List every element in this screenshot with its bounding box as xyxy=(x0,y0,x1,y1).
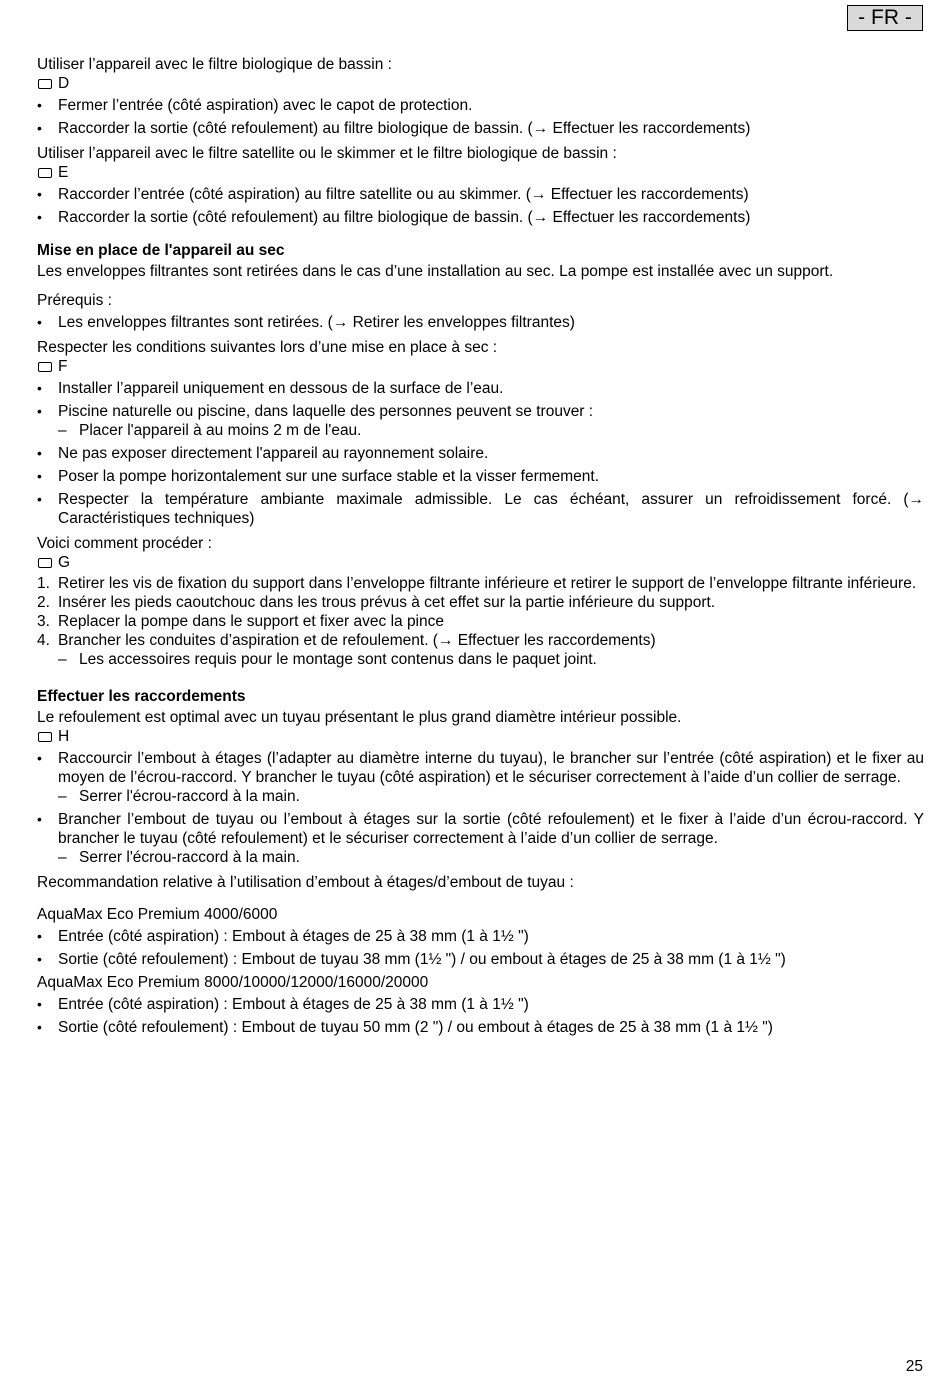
sub-item: – Placer l'appareil à au moins 2 m de l'eau. xyxy=(58,421,924,440)
step-text: Replacer la pompe dans le support et fixer avec la pince xyxy=(58,613,444,630)
model1-title: AquaMax Eco Premium 4000/6000 xyxy=(37,906,278,923)
section-heading-connections: Effectuer les raccordements xyxy=(37,688,246,705)
figure-ref-f xyxy=(37,357,924,376)
list-item: • Ne pas exposer directement l'appareil au rayonnement solaire. xyxy=(37,444,924,463)
list-item: • Entrée (côté aspiration) : Embout à étages de 25 à 38 mm (1 à 1½ ") xyxy=(37,927,924,946)
procedure-steps xyxy=(37,574,924,669)
model2-title: AquaMax Eco Premium 8000/10000/12000/16000/20000 xyxy=(37,974,429,991)
figure-label: H xyxy=(58,728,70,745)
dry-intro: Les enveloppes filtrantes sont retirées dans le cas d’une installation au sec. La pompe est installée avec un support. xyxy=(37,263,834,280)
sub-item: – Serrer l'écrou-raccord à la main. xyxy=(58,848,924,867)
sub-item: – Serrer l'écrou-raccord à la main. xyxy=(58,787,924,806)
step-item xyxy=(37,612,924,631)
list-item: • Poser la pompe horizontalement sur une surface stable et la visser fermement. xyxy=(37,467,924,486)
prereq-list xyxy=(37,313,924,332)
section-heading-dry: Mise en place de l'appareil au sec xyxy=(37,242,285,259)
list-item: • Raccorder la sortie (côté refoulement) au filtre biologique de bassin. (→ Effectuer les raccordements) xyxy=(37,208,924,227)
list-item: • Sortie (côté refoulement) : Embout de tuyau 38 mm (1½ ") / ou embout à étages de 25 à 38 mm (1 à 1½ ") xyxy=(37,950,924,969)
intro2-list xyxy=(37,185,924,227)
step-number: 1. xyxy=(37,575,50,592)
connections-intro: Le refoulement est optimal avec un tuyau présentant le plus grand diamètre intérieur possible. xyxy=(37,709,682,726)
step-item xyxy=(37,574,924,593)
conditions-label: Respecter les conditions suivantes lors d’une mise en place à sec : xyxy=(37,339,498,356)
list-item: • Installer l’appareil uniquement en dessous de la surface de l’eau. xyxy=(37,379,924,398)
list-item: • Raccorder la sortie (côté refoulement) au filtre biologique de bassin. (→ Effectuer les raccordements) xyxy=(37,119,924,138)
list-item xyxy=(37,810,924,867)
step-number: 2. xyxy=(37,594,50,611)
figure-ref-d xyxy=(37,74,924,93)
page-content xyxy=(37,55,924,1041)
list-item: • Fermer l’entrée (côté aspiration) avec le capot de protection. xyxy=(37,96,924,115)
list-item: • Sortie (côté refoulement) : Embout de tuyau 50 mm (2 ") / ou embout à étages de 25 à 38 mm (1 à 1½ ") xyxy=(37,1018,924,1037)
list-item xyxy=(37,402,924,440)
list-item: • Les enveloppes filtrantes sont retirées. (→ Retirer les enveloppes filtrantes) xyxy=(37,313,924,332)
conditions-list xyxy=(37,379,924,528)
step-number: 4. xyxy=(37,632,50,649)
intro2-text: Utiliser l’appareil avec le filtre satellite ou le skimmer et le filtre biologique de bassin : xyxy=(37,145,617,162)
figure-label: E xyxy=(58,164,69,181)
figure-icon xyxy=(38,362,52,372)
figure-icon xyxy=(38,168,52,178)
intro1-text: Utiliser l’appareil avec le filtre biologique de bassin : xyxy=(37,56,392,73)
recommendation-text: Recommandation relative à l’utilisation d’embout à étages/d’embout de tuyau : xyxy=(37,874,574,891)
figure-ref-g xyxy=(37,553,924,572)
list-item-text: Raccourcir l’embout à étages (l’adapter au diamètre interne du tuyau), le brancher sur l’entrée (côté aspiration) et le fixer au moyen de l’écrou-raccord. Y brancher le tuyau (côté aspiration) et le sécuriser correctement à l’aide d’un collier de serrage. xyxy=(58,750,924,786)
model2-list xyxy=(37,995,924,1037)
list-item: • Entrée (côté aspiration) : Embout à étages de 25 à 38 mm (1 à 1½ ") xyxy=(37,995,924,1014)
page-number: 25 xyxy=(905,1358,923,1375)
list-item: • Raccorder l’entrée (côté aspiration) au filtre satellite ou au skimmer. (→ Effectuer les raccordements) xyxy=(37,185,924,204)
figure-ref-e xyxy=(37,163,924,182)
figure-icon xyxy=(38,732,52,742)
list-item-text: Brancher l’embout de tuyau ou l’embout à étages sur la sortie (côté refoulement) et le fixer à l’aide d’un écrou-raccord. Y brancher le tuyau (côté refoulement) et le sécuriser correctement à l’aide d’un collier de serrage. xyxy=(58,811,924,847)
list-item-text: Piscine naturelle ou piscine, dans laquelle des personnes peuvent se trouver : xyxy=(58,403,594,420)
connections-list xyxy=(37,749,924,867)
figure-icon xyxy=(38,79,52,89)
figure-icon xyxy=(38,558,52,568)
prereq-label: Prérequis : xyxy=(37,292,112,309)
figure-label: G xyxy=(58,554,71,571)
list-item xyxy=(37,749,924,806)
procedure-label: Voici comment procéder : xyxy=(37,535,212,552)
intro1-list xyxy=(37,96,924,138)
sub-item: – Les accessoires requis pour le montage sont contenus dans le paquet joint. xyxy=(58,650,924,669)
model1-list xyxy=(37,927,924,969)
figure-label: F xyxy=(58,358,68,375)
figure-ref-h xyxy=(37,727,924,746)
language-tab: - FR - xyxy=(847,5,923,31)
step-text: Insérer les pieds caoutchouc dans les trous prévus à cet effet sur la partie inférieure du support. xyxy=(58,594,716,611)
step-item xyxy=(37,631,924,669)
step-number: 3. xyxy=(37,613,50,630)
step-text: Retirer les vis de fixation du support dans l’enveloppe filtrante inférieure et retirer le support de l’enveloppe filtrante inférieure. xyxy=(58,575,917,592)
step-item xyxy=(37,593,924,612)
step-text: Brancher les conduites d’aspiration et de refoulement. (→ Effectuer les raccordements) xyxy=(58,632,656,649)
figure-label: D xyxy=(58,75,70,92)
list-item: • Respecter la température ambiante maximale admissible. Le cas échéant, assurer un refroidissement forcé. (→ Caractéristiques techniques) xyxy=(37,490,924,528)
